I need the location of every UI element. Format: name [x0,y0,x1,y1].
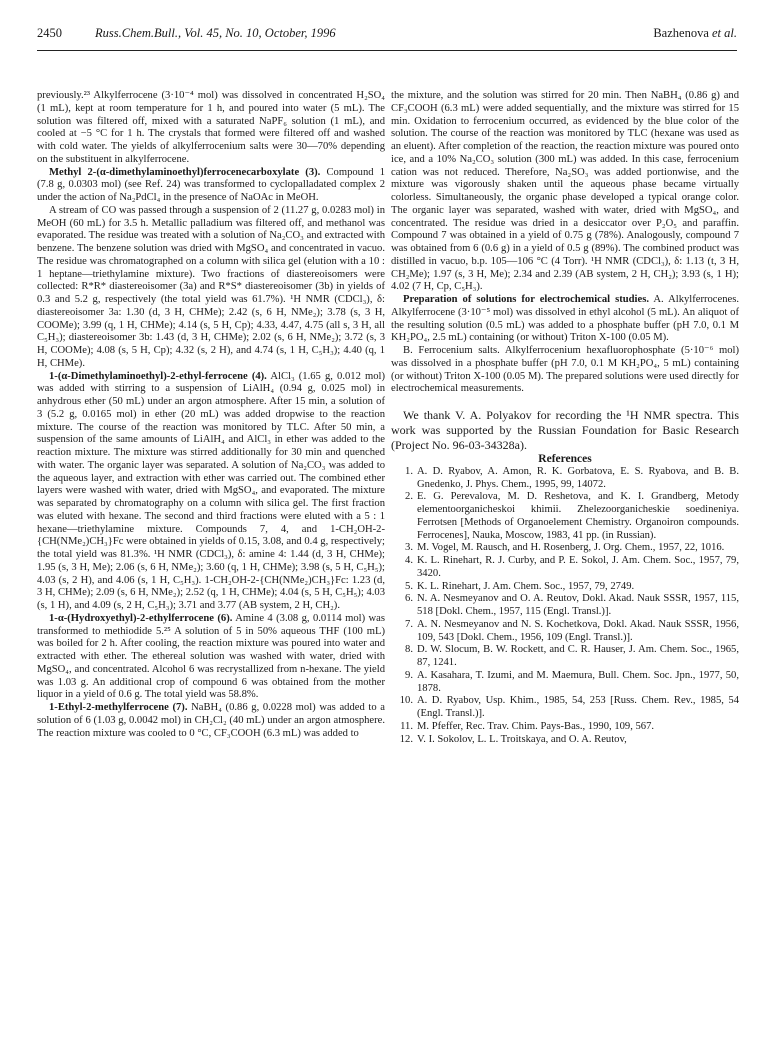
reference-item [391,644,739,670]
reference-text: E. G. Perevalova, M. D. Reshetova, and K. I. Grandberg, Metody elementoorganicheskoi khimii. Zhelezoorganicheskie soedineniya. Ferrotsen [Methods of Organoelement Chemistry. Organoiron compounds. Ferrocenes], Nauka, Moscow, 1983, 41 pp. (in Russian). [417,491,739,541]
page-number: 2450 [37,26,62,40]
reference-item [391,721,739,734]
paragraph-compound-6: 1-α-(Hydroxyethyl)-2-ethylferrocene (6). Amine 4 (3.08 g, 0.0114 mol) was transformed to methiodide 5.²⁵ A solution of 5 in 50% aqueous THF (100 mL) was boiled for 2 h. After cooling, the reaction mixture was poured into water and extracted with ether. The ethereal solution was washed with water, dried with MgSO₄, and concentrated. Alcohol 6 was recrystallized from n-hexane. The yield was 1.03 g. An additional crop of compound 6 was obtained from the mother liquor in a yield of 0.6 g. The total yield was 58.8%. [37,612,385,701]
reference-item [391,619,739,645]
reference-item [391,491,739,542]
section-heading: Preparation of solutions for electrochemical studies. [403,294,649,305]
reference-number: 6. [405,593,413,605]
reference-number: 12. [399,733,413,745]
section-heading: Methyl 2-(α-dimethylaminoethyl)ferrocenecarboxylate (3). [49,166,321,178]
reference-text: D. W. Slocum, B. W. Rockett, and C. R. Hauser, J. Am. Chem. Soc., 1965, 87, 1241. [417,644,739,668]
reference-item [391,466,739,492]
section-heading: 1-Ethyl-2-methylferrocene (7). [49,702,188,713]
reference-number: 11. [400,720,413,732]
paragraph: A stream of CO was passed through a suspension of 2 (11.27 g, 0.0283 mol) in MeOH (60 mL) for 3.5 h. Metallic palladium was filtered off, and methanol was evaporated. The residue was treated with a solution of Na₂CO₃ and extracted with benzene. The benzene solution was dried with MgSO₄ and concentrated in vacuo. The residue was chromatographed on a column with silica gel (elution with a 10 : 1 heptane—triethylamine mixture). Two fractions of diastereoisomers were collected: R*R* diastereoisomer (3a) and R*S* diastereoisomer (3b) in yields of 0.3 and 5.2 g, respectively (the total yield was 61.7%). ¹H NMR (CDCl₃), δ: diastereoisomer 3a: 1.30 (d, 3 H, CHMe); 2.42 (s, 6 H, NMe₂); 3.78 (s, 3 H, COOMe); 3.99 (q, 1 H, CHMe); 4.14 (s, 5 H, Cp); 4.33, 4.47, 4.75 (all s, 3 H, all C₅H₃); diastereoisomer 3b: 1.43 (d, 3 H, CHMe); 2.02 (s, 6 H, NMe₂); 3.72 (s, 3 H, COOMe); 4.08 (s, 5 H, Cp); 4.32 (s, 2 H), and 4.74 (s, 1 H, C₅H₃); 4.40 (q, 1 H, CHMe). [37,204,385,369]
reference-item [391,581,739,594]
reference-text: A. D. Ryabov, Usp. Khim., 1985, 54, 253 [Russ. Chem. Rev., 1985, 54 (Engl. Transl.)]. [417,695,739,719]
reference-number: 2. [405,491,413,503]
references-heading: References [538,453,592,465]
reference-text: A. D. Ryabov, A. Amon, R. K. Gorbatova, E. S. Ryabova, and B. B. Gnedenko, J. Phys. Chem., 1995, 99, 14072. [417,465,739,490]
reference-list [391,466,739,747]
reference-number: 7. [405,618,413,630]
reference-text: K. L. Rinehart, R. J. Curby, and P. E. Sokol, J. Am. Chem. Soc., 1957, 79, 3420. [417,555,739,579]
reference-text: A. N. Nesmeyanov and N. S. Kochetkova, Dokl. Akad. Nauk SSSR, 1956, 109, 543 [Dokl. Chem., 1956, 109 (Engl. Transl.)]. [417,618,739,643]
reference-item [391,734,739,747]
left-column [37,90,385,740]
reference-item [391,593,739,619]
reference-item [391,695,739,721]
paragraph: previously.²³ Alkylferrocene (3·10⁻⁴ mol) was dissolved in concentrated H₂SO₄ (1 mL), kept at room temperature for 1 h, and poured into water (5 mL). The solution was filtered off, mixed with a saturated NaPF₆ solution (1 mL), and cooled at −5 °C for 1 h. The crystals that formed were filtered off and washed with cold water. The yields of alkylferrocenium salts were 30—70% depending on the substituent in alkylferrocene. [37,90,385,165]
reference-text: M. Vogel, M. Rausch, and H. Rosenberg, J. Org. Chem., 1957, 22, 1016. [417,542,725,554]
reference-number: 3. [405,542,413,554]
running-header [37,24,737,51]
right-column [391,90,739,746]
paragraph-compound-3: Methyl 2-(α-dimethylaminoethyl)ferrocenecarboxylate (3). Compound 1 (7.8 g, 0.0303 mol) (see Ref. 24) was transformed to cyclopalladated complex 2 under the action of Na₂PdCl₄ in the presence of NaOAc in MeOH. [37,166,385,203]
journal-citation: Russ.Chem.Bull., Vol. 45, No. 10, October, 1996 [95,26,336,40]
reference-number: 4. [405,555,413,566]
reference-text: N. A. Nesmeyanov and O. A. Reutov, Dokl. Akad. Nauk SSSR, 1957, 115, 518 [Dokl. Chem., 1957, 115 (Engl. Transl.)]. [417,593,739,617]
section-heading: 1-α-(Hydroxyethyl)-2-ethylferrocene (6). [49,612,233,624]
reference-item [391,670,739,696]
reference-number: 9. [405,669,413,681]
reference-text: A. Kasahara, T. Izumi, and M. Maemura, Bull. Chem. Soc. Jpn., 1977, 50, 1878. [417,669,739,694]
paragraph-compound-7: 1-Ethyl-2-methylferrocene (7). NaBH₄ (0.86 g, 0.0228 mol) was added to a solution of 6 (1.03 g, 0.0042 mol) in CH₂Cl₂ (40 mL) under an argon atmosphere. The reaction mixture was cooled to 0 °C, CF₃COOH (6.3 mL) was added to [37,702,385,739]
reference-text: V. I. Sokolov, L. L. Troitskaya, and O. A. Reutov, [417,733,627,745]
reference-number: 1. [405,465,413,477]
reference-item [391,542,739,555]
reference-item [391,555,739,581]
paragraph: B. Ferrocenium salts. Alkylferrocenium hexafluorophosphate (5·10⁻⁶ mol) was dissolved in a phosphate buffer (pH 7.0, 0.1 M KH₂PO₄, 5 mL) containing (or without) Triton X-100 (0.05 M). The prepared solutions were used directly for electrochemical measurements. [391,345,739,395]
section-heading: 1-(α-Dimethylaminoethyl)-2-ethyl-ferrocene (4). [49,370,267,382]
reference-text: K. L. Rinehart, J. Am. Chem. Soc., 1957, 79, 2749. [417,580,635,592]
running-authors: Bazhenova et al. [653,26,737,40]
reference-number: 8. [405,644,413,656]
paragraph: the mixture, and the solution was stirred for 20 min. Then NaBH₄ (0.86 g) and CF₃COOH (6.3 mL) were added sequentially, and the mixture was stirred for 15 min. Oxidation to ferrocenium occurred, as evidenced by the blue color of the solution. The course of the reaction was monitored by TLC (hexane was used as an eluent). After completion of the reaction, the reaction mixture was poured onto ice, and a 10% Na₂CO₃ solution (300 mL) was added. In this case, ferrocenium cation was not reduced. Therefore, Na₂SO₃ was added portionwise, and the mixture was vigorously shaken until the aqueous phase became virtually colorless. Simultaneously, the organic phase developed a typical orange color. The organic layer was separated, washed with water, dried with MgSO₄, and concentrated. The residue was dried in a desiccator over P₂O₅ and paraffin. Compound 7 was obtained in a yield of 0.75 g (78%). Analogously, compound 7 was obtained from 6 (0.6 g) in a yield of 0.5 g (89%). The combined product was distilled in vacuo, b.p. 105—106 °C (4 Torr). ¹H NMR (CDCl₃), δ: 1.13 (t, 3 H, CH₂Me); 1.97 (s, 3 H, Me); 2.34 and 2.39 (AB system, 2 H, CH₂); 3.93 (s, 1 H); 4.02 (7 H, Cp, C₅H₃). [391,90,739,293]
acknowledgements: We thank V. A. Polyakov for recording the ¹H NMR spectra. This work was supported by the Russian Foundation for Basic Research (Project No. 96-03-34328a). [391,408,739,452]
reference-number: 10. [399,695,413,707]
paragraph-compound-4: 1-(α-Dimethylaminoethyl)-2-ethyl-ferrocene (4). AlCl₃ (1.65 g, 0.012 mol) was added with stirring to a suspension of LiAlH₄ (0.94 g, 0.025 mol) in anhydrous ether (50 mL) under an argon atmosphere. After 15 min, a solution of 3 (5.2 g, 0.0165 mol) in ether (20 mL) was added dropwise to the reaction mixture. The course of the reaction was monitored by TLC. After 50 min, a suspension of the same amounts of LiAlH₄ and AlCl₃ in ether was added to the reaction mixture. The mixture was stirred additionally for 30 min and quenched with water. The organic layer was separated. A solution of Na₂CO₃ was added to the aqueous layer, and extraction with ether was carried out. The combined ether layers were washed with water, dried with MgSO₄, and evaporated. The mixture was separated by chromatography on a column with silica gel. The first fraction was eluted with hexane. The second and third fractions were eluted with a 5 : 1 hexane—triethylamine mixture. Compounds 7, 4, and 1-CH₂OH-2-{CH(NMe₂)CH₃}Fc were obtained in yields of 0.15, 3.08, and 0.4 g, respectively; the total yield was 81.3%. ¹H NMR (CDCl₃), δ: amine 4: 1.44 (d, 3 H, CHMe); 1.95 (s, 3 H, Me); 2.06 (s, 6 H, NMe₂); 3.60 (q, 1 H, CHMe); 3.98 (s, 5 H, C₅H₅); 4.03 (s, 2 H), and 4.06 (s, 1 H, C₅H₃). 1-CH₂OH-2-{CH(NMe₂)CH₃}Fc: 1.23 (d, 3 H, CHMe); 2.09 (s, 6 H, NMe₂); 2.52 (q, 1 H, CHMe); 4.04 (s, 5 H, C₅H₅); 4.03 (s, 1 H), and 4.09 (s, 2 H, C₅H₃); 3.71 and 3.77 (AB system, 2 H, CH₂). [37,370,385,611]
paragraph-solutions: Preparation of solutions for electrochemical studies. A. Alkylferrocenes. Alkylferrocene (3·10⁻⁵ mol) was dissolved in ethyl alcohol (5 mL). An aliquot of the resulting solution (0.5 mL) was added to a phosphate buffer (pH 7.0, 0.1 M KH₂PO₄, 2.5 mL) containing (or without) Triton X-100 (0.05 M). [391,294,739,344]
reference-number: 5. [405,580,413,592]
reference-text: M. Pfeffer, Rec. Trav. Chim. Pays-Bas., 1990, 109, 567. [417,720,655,732]
